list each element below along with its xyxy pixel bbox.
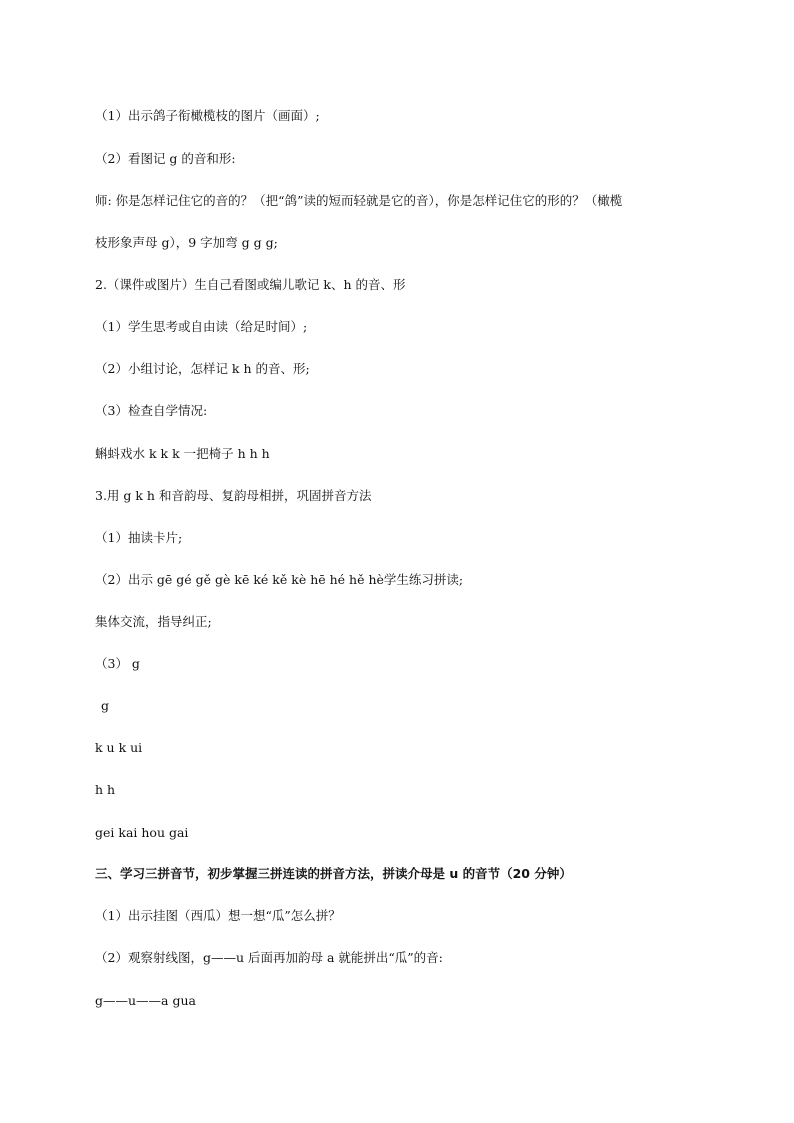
text-line: 蝌蚪戏水 k k k 一把椅子 h h h [95,446,270,461]
text-line: （1）出示挂图（西瓜）想一想“瓜”怎么拼？ [95,908,341,923]
text-line: （3）检查自学情况: [95,403,208,418]
text-line: g [101,698,110,713]
text-line: gei kai hou gai [95,825,189,840]
text-line: k u k ui [95,740,143,755]
text-line: 3.用 g k h 和音韵母、复韵母相拼，巩固拼音方法 [95,488,372,503]
text-line: （3） g [95,656,140,671]
text-line: （1）抽读卡片; [95,530,183,545]
text-line: 师: 你是怎样记住它的音的？（把“鸽”读的短而轻就是它的音），你是怎样记住它的形的？（橄榄 [95,193,623,208]
text-line: 2.（课件或图片）生自己看图或编儿歌记 k、h 的音、形 [95,277,406,292]
section-heading: 三、学习三拼音节，初步掌握三拼连读的拼音方法，拼读介母是 u 的音节（20 分钟） [95,866,572,881]
text-line: h h [95,782,116,797]
text-line: （1）出示鸽子衔橄榄枝的图片（画面）; [95,108,320,123]
text-line: 集体交流，指导纠正; [95,614,212,629]
text-line: （2）小组讨论，怎样记 k h 的音、形; [95,361,310,376]
text-line: 枝形象声母 g），9 字加弯 g g g; [95,235,278,250]
text-line: （2）看图记 g 的音和形: [95,151,236,166]
text-line: （1）学生思考或自由读（给足时间）; [95,319,308,334]
text-line: （2）观察射线图，g——u 后面再加韵母 a 就能拼出“瓜”的音: [95,950,443,965]
text-line: （2）出示 gē gé gě gè kē ké kě kè hē hé hě hè学生练习拼读; [95,572,464,587]
text-line: g——u——a gua [95,993,196,1008]
